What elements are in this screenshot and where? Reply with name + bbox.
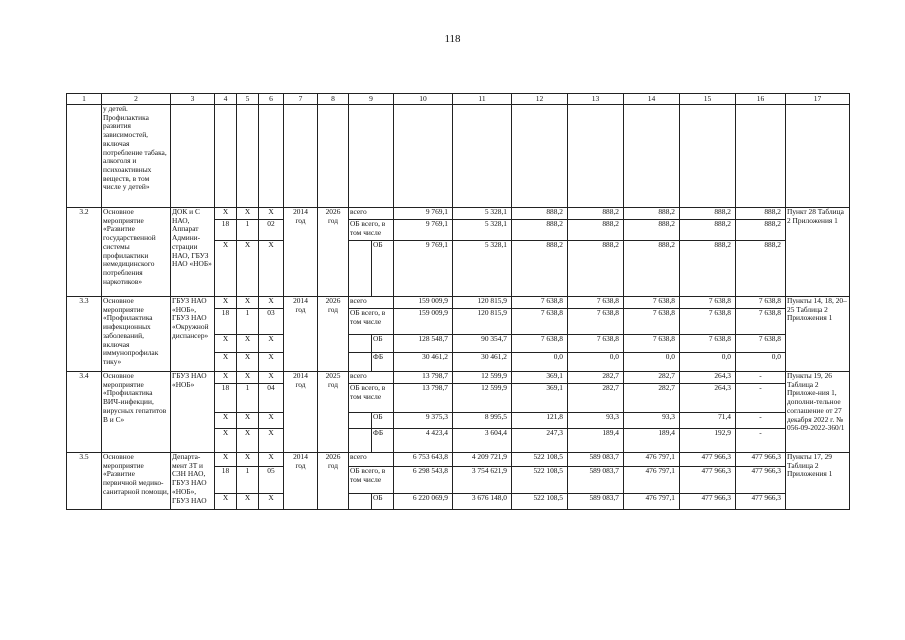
code-cell: Х	[237, 429, 259, 453]
code-cell: Х	[237, 372, 259, 384]
value-cell: 3 676 148,0	[453, 494, 512, 510]
value-cell: 282,7	[624, 384, 680, 413]
value-cell: 3 754 621,9	[453, 467, 512, 494]
code-cell: Х	[259, 297, 284, 309]
value-cell: 282,7	[568, 372, 624, 384]
code-cell: 03	[259, 309, 284, 335]
code-cell: Х	[259, 413, 284, 429]
code-cell: Х	[259, 208, 284, 220]
code-cell: Х	[215, 453, 237, 467]
code-cell: 1	[237, 467, 259, 494]
value-cell: 5 328,1	[453, 220, 512, 241]
source-label: всего	[349, 297, 394, 309]
value-cell: 189,4	[624, 429, 680, 453]
year-start: 2014 год	[284, 453, 318, 510]
value-cell: 7 638,8	[736, 297, 786, 309]
value-cell: 476 797,1	[624, 453, 680, 467]
source-label: ОБ	[372, 494, 394, 510]
value-cell: 7 638,8	[624, 297, 680, 309]
executor: ДОК и С НАО, Аппарат Админи-страции НАО, ГБУЗ НАО «НОБ»	[171, 208, 215, 297]
value-cell: 30 461,2	[394, 353, 453, 372]
value-cell: 888,2	[680, 241, 736, 297]
value-cell: 159 009,9	[394, 309, 453, 335]
note: Пункты 14, 18, 20–25 Таблица 2 Приложения 1	[786, 297, 850, 372]
header-cell: 16	[736, 94, 786, 105]
value-cell: 120 815,9	[453, 297, 512, 309]
value-cell: 159 009,9	[394, 297, 453, 309]
value-cell: 121,8	[512, 413, 568, 429]
code-cell: Х	[237, 453, 259, 467]
source-label: ОБ всего, в том числе	[349, 309, 394, 335]
header-cell: 8	[318, 94, 349, 105]
value-cell: 369,1	[512, 372, 568, 384]
page-number: 118	[444, 33, 461, 45]
source-label: ОБ всего, в том числе	[349, 467, 394, 494]
table-row	[67, 372, 850, 384]
row-number: 3.5	[67, 453, 102, 510]
value-cell: 7 638,8	[568, 297, 624, 309]
value-cell: 477 966,3	[736, 494, 786, 510]
value-cell: 90 354,7	[453, 335, 512, 353]
value-cell: 71,4	[680, 413, 736, 429]
header-cell: 13	[568, 94, 624, 105]
value-cell: 6 220 069,9	[394, 494, 453, 510]
note: Пункт 28 Таблица 2 Приложения 1	[786, 208, 850, 297]
value-cell: 282,7	[624, 372, 680, 384]
value-cell: 888,2	[512, 241, 568, 297]
code-cell: 1	[237, 309, 259, 335]
value-cell: 888,2	[624, 208, 680, 220]
source-label: ОБ	[372, 335, 394, 353]
year-end: 2025 год	[318, 372, 349, 453]
source-label: всего	[349, 208, 394, 220]
code-cell: Х	[237, 353, 259, 372]
source-label: ФБ	[372, 353, 394, 372]
value-cell: 93,3	[568, 413, 624, 429]
value-cell: 192,9	[680, 429, 736, 453]
value-cell: 522 108,5	[512, 467, 568, 494]
code-cell: Х	[259, 429, 284, 453]
program-table	[66, 93, 850, 510]
source-label: ОБ всего, в том числе	[349, 220, 394, 241]
code-cell: 1	[237, 220, 259, 241]
continuation-text: у детей. Профилактика развития зависимостей, включая потребление табака, алкоголя и психоактивных веществ, в том числе у детей»	[102, 105, 171, 208]
header-cell: 15	[680, 94, 736, 105]
table-row	[67, 297, 850, 309]
code-cell: 04	[259, 384, 284, 413]
code-cell: Х	[237, 335, 259, 353]
code-cell: Х	[259, 353, 284, 372]
value-cell: 888,2	[568, 241, 624, 297]
code-cell: 18	[215, 309, 237, 335]
note: Пункты 19, 26 Таблица 2 Приложе-ния 1, дополни-тельное соглашение от 27 декабря 2022 г. № 056-09-2022-360/1	[786, 372, 850, 453]
header-cell: 2	[102, 94, 171, 105]
value-cell: 888,2	[680, 208, 736, 220]
header-cell: 12	[512, 94, 568, 105]
header-row	[67, 94, 850, 105]
row-number: 3.4	[67, 372, 102, 453]
value-cell: 4 423,4	[394, 429, 453, 453]
value-cell: 247,3	[512, 429, 568, 453]
value-cell: 6 298 543,8	[394, 467, 453, 494]
value-cell: 7 638,8	[680, 297, 736, 309]
code-cell: Х	[215, 297, 237, 309]
year-start: 2014 год	[284, 297, 318, 372]
value-cell: 30 461,2	[453, 353, 512, 372]
value-cell: 7 638,8	[624, 309, 680, 335]
code-cell: 05	[259, 467, 284, 494]
value-cell: 477 966,3	[736, 467, 786, 494]
value-cell: -	[736, 429, 786, 453]
executor: ГБУЗ НАО «НОБ»	[171, 372, 215, 453]
value-cell: 369,1	[512, 384, 568, 413]
value-cell: 476 797,1	[624, 494, 680, 510]
value-cell: 589 083,7	[568, 494, 624, 510]
row-number: 3.2	[67, 208, 102, 297]
code-cell: 18	[215, 220, 237, 241]
value-cell: 589 083,7	[568, 453, 624, 467]
code-cell: Х	[215, 429, 237, 453]
value-cell: 7 638,8	[512, 335, 568, 353]
code-cell: Х	[259, 453, 284, 467]
code-cell: Х	[237, 297, 259, 309]
value-cell: 0,0	[624, 353, 680, 372]
value-cell: 888,2	[624, 220, 680, 241]
value-cell: 0,0	[568, 353, 624, 372]
code-cell: Х	[215, 241, 237, 297]
value-cell: 6 753 643,8	[394, 453, 453, 467]
value-cell: 477 966,3	[680, 453, 736, 467]
value-cell: 7 638,8	[512, 309, 568, 335]
value-cell: -	[736, 384, 786, 413]
year-end: 2026 год	[318, 208, 349, 297]
code-cell: Х	[215, 413, 237, 429]
header-cell: 17	[786, 94, 850, 105]
value-cell: 282,7	[568, 384, 624, 413]
value-cell: 7 638,8	[512, 297, 568, 309]
code-cell: Х	[237, 208, 259, 220]
value-cell: 0,0	[512, 353, 568, 372]
code-cell: Х	[237, 494, 259, 510]
code-cell: 18	[215, 384, 237, 413]
value-cell: 3 604,4	[453, 429, 512, 453]
executor: ГБУЗ НАО «НОБ», ГБУЗ НАО «Окружной диспансер»	[171, 297, 215, 372]
table-row	[67, 105, 850, 208]
value-cell: 888,2	[512, 208, 568, 220]
value-cell: 9 769,1	[394, 208, 453, 220]
value-cell: 888,2	[736, 241, 786, 297]
year-end: 2026 год	[318, 453, 349, 510]
value-cell: 9 375,3	[394, 413, 453, 429]
value-cell: -	[736, 372, 786, 384]
value-cell: 888,2	[512, 220, 568, 241]
header-cell: 10	[394, 94, 453, 105]
code-cell: 1	[237, 384, 259, 413]
source-label: ОБ всего, в том числе	[349, 384, 394, 413]
value-cell: 888,2	[736, 208, 786, 220]
value-cell: 477 966,3	[736, 453, 786, 467]
value-cell: 7 638,8	[680, 335, 736, 353]
value-cell: 7 638,8	[736, 335, 786, 353]
header-cell: 7	[284, 94, 318, 105]
value-cell: 888,2	[568, 220, 624, 241]
value-cell: 477 966,3	[680, 494, 736, 510]
code-cell: Х	[259, 241, 284, 297]
value-cell: 189,4	[568, 429, 624, 453]
value-cell: 264,3	[680, 384, 736, 413]
code-cell: Х	[237, 413, 259, 429]
value-cell: 7 638,8	[568, 309, 624, 335]
value-cell: 12 599,9	[453, 372, 512, 384]
source-label: ФБ	[372, 429, 394, 453]
value-cell: 522 108,5	[512, 494, 568, 510]
value-cell: 7 638,8	[736, 309, 786, 335]
code-cell: Х	[215, 335, 237, 353]
header-cell: 14	[624, 94, 680, 105]
header-cell: 1	[67, 94, 102, 105]
code-cell: Х	[237, 241, 259, 297]
value-cell: 888,2	[680, 220, 736, 241]
value-cell: 888,2	[736, 220, 786, 241]
header-cell: 5	[237, 94, 259, 105]
year-start: 2014 год	[284, 372, 318, 453]
value-cell: 5 328,1	[453, 208, 512, 220]
value-cell: 589 083,7	[568, 467, 624, 494]
code-cell: Х	[215, 494, 237, 510]
header-cell: 4	[215, 94, 237, 105]
year-end: 2026 год	[318, 297, 349, 372]
value-cell: 9 769,1	[394, 220, 453, 241]
value-cell: 128 548,7	[394, 335, 453, 353]
value-cell: 264,3	[680, 372, 736, 384]
measure-name: Основное мероприятие «Профилактика ВИЧ-инфекции, вирусных гепатитов В и С»	[102, 372, 171, 453]
executor: Департа-мент ЗТ и СЗН НАО, ГБУЗ НАО «НОБ», ГБУЗ НАО	[171, 453, 215, 510]
measure-name: Основное мероприятие «Развитие государственной системы профилактики немедицинского потребления наркотиков»	[102, 208, 171, 297]
code-cell: 18	[215, 467, 237, 494]
header-cell: 3	[171, 94, 215, 105]
value-cell: 888,2	[568, 208, 624, 220]
year-start: 2014 год	[284, 208, 318, 297]
table-row	[67, 208, 850, 220]
source-label: ОБ	[372, 241, 394, 297]
source-label: ОБ	[372, 413, 394, 429]
code-cell: Х	[259, 335, 284, 353]
table-row	[67, 453, 850, 467]
source-label: всего	[349, 453, 394, 467]
value-cell: 93,3	[624, 413, 680, 429]
code-cell: Х	[259, 494, 284, 510]
value-cell: 476 797,1	[624, 467, 680, 494]
code-cell: Х	[259, 372, 284, 384]
header-cell: 9	[349, 94, 394, 105]
value-cell: 13 798,7	[394, 372, 453, 384]
code-cell: 02	[259, 220, 284, 241]
measure-name: Основное мероприятие «Профилактика инфекционных заболеваний, включая иммунопрофилак тику»	[102, 297, 171, 372]
header-cell: 11	[453, 94, 512, 105]
row-number: 3.3	[67, 297, 102, 372]
value-cell: 9 769,1	[394, 241, 453, 297]
value-cell: 522 108,5	[512, 453, 568, 467]
value-cell: 8 995,5	[453, 413, 512, 429]
value-cell: -	[736, 413, 786, 429]
value-cell: 0,0	[736, 353, 786, 372]
source-label: всего	[349, 372, 394, 384]
value-cell: 0,0	[680, 353, 736, 372]
code-cell: Х	[215, 372, 237, 384]
code-cell: Х	[215, 208, 237, 220]
value-cell: 120 815,9	[453, 309, 512, 335]
note: Пункты 17, 29 Таблица 2 Приложения 1	[786, 453, 850, 510]
value-cell: 888,2	[624, 241, 680, 297]
value-cell: 13 798,7	[394, 384, 453, 413]
value-cell: 5 328,1	[453, 241, 512, 297]
value-cell: 4 209 721,9	[453, 453, 512, 467]
header-cell: 6	[259, 94, 284, 105]
value-cell: 7 638,8	[680, 309, 736, 335]
value-cell: 477 966,3	[680, 467, 736, 494]
value-cell: 7 638,8	[624, 335, 680, 353]
value-cell: 12 599,9	[453, 384, 512, 413]
code-cell: Х	[215, 353, 237, 372]
measure-name: Основное мероприятие «Развитие первичной медико-санитарной помощи,	[102, 453, 171, 510]
value-cell: 7 638,8	[568, 335, 624, 353]
